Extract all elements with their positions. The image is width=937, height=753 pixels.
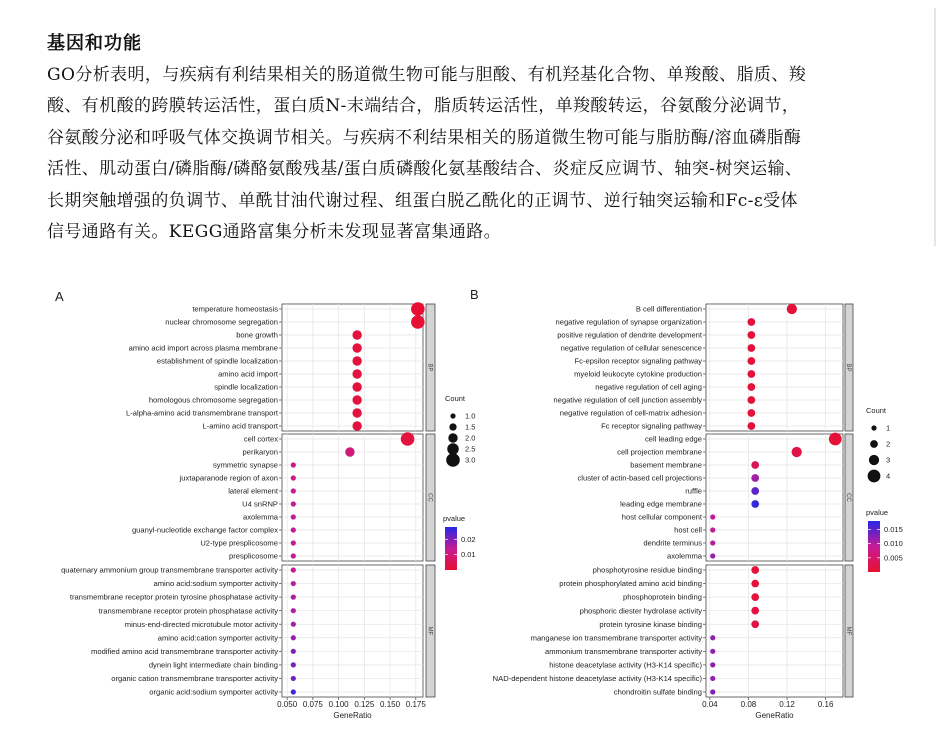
legend-size-dot: [869, 455, 879, 465]
legend-colorbar-label: 0.005: [884, 553, 903, 563]
legend-size-label: 3: [886, 455, 891, 465]
term-label: protein tyrosine kinase binding: [599, 619, 702, 629]
legend-title-count: Count: [866, 406, 887, 415]
term-label: perikaryon: [242, 447, 278, 457]
dot-point: [710, 635, 715, 640]
term-label: spindle localization: [214, 382, 278, 392]
dot-point: [291, 635, 296, 640]
term-label: negative regulation of cellular senescence: [560, 343, 702, 353]
dot-point: [747, 344, 755, 352]
panel-label: B: [470, 287, 479, 302]
dot-point: [291, 488, 296, 493]
paragraph-line: 活性、肌动蛋白/磷脂酶/磷酪氨酸残基/蛋白质磷酸化氨基酸结合、炎症反应调节、轴突-树突运输、: [47, 159, 803, 180]
dot-point: [747, 318, 755, 326]
dot-point: [792, 447, 802, 457]
term-label: symmetric synapse: [213, 460, 278, 470]
term-label: negative regulation of cell-matrix adhesion: [559, 408, 702, 418]
term-label: lateral element: [228, 486, 278, 496]
paragraph-line: GO分析表明，与疾病有利结果相关的肠道微生物可能与胆酸、有机羟基化合物、单羧酸、脂质、羧: [47, 65, 807, 85]
term-label: cell leading edge: [645, 434, 702, 444]
dot-point: [747, 370, 755, 378]
x-tick-label: 0.175: [405, 700, 426, 709]
term-label: phosphoprotein binding: [623, 592, 702, 602]
dot-point: [751, 474, 759, 482]
term-label: organic acid:sodium symporter activity: [149, 687, 278, 697]
legend-size-dot: [446, 453, 460, 467]
facet-label: MF: [426, 626, 433, 636]
dot-point: [710, 540, 715, 545]
dot-point: [352, 356, 361, 365]
term-label: minus-end-directed microtubule motor activity: [124, 619, 278, 629]
section-heading: 基因和功能: [47, 33, 142, 54]
term-label: leading edge membrane: [620, 499, 702, 509]
facet-label: BP: [845, 363, 851, 372]
dot-point: [747, 409, 755, 417]
dot-point: [751, 500, 759, 508]
term-label: host cellular component: [621, 512, 702, 522]
x-tick-label: 0.100: [328, 700, 349, 709]
legend-size-dot: [447, 443, 459, 455]
dot-point: [751, 566, 759, 574]
term-label: modified amino acid transmembrane transporter activity: [91, 646, 278, 656]
term-label: transmembrane receptor protein phosphatase activity: [98, 606, 278, 616]
term-label: negative regulation of synapse organization: [555, 317, 702, 327]
x-tick-label: 0.150: [380, 700, 401, 709]
term-label: B cell differentiation: [635, 304, 702, 314]
term-label: NAD-dependent histone deacetylase activity (H3-K14 specific): [492, 674, 702, 684]
legend-size-label: 2.5: [465, 444, 476, 454]
legend-size-label: 3.0: [465, 455, 476, 465]
term-label: guanyl-nucleotide exchange factor complex: [131, 525, 278, 535]
term-label: myeloid leukocyte cytokine production: [574, 369, 702, 379]
legend-size-dot: [448, 433, 457, 442]
legend-size-label: 1.0: [465, 411, 476, 421]
dot-point: [352, 408, 361, 417]
term-label: manganese ion transmembrane transporter activity: [530, 633, 702, 643]
dot-point: [401, 432, 415, 446]
legend-colorbar: [868, 521, 880, 572]
dot-point: [352, 395, 361, 404]
term-label: juxtaparanode region of axon: [179, 473, 278, 483]
dot-point: [345, 447, 354, 456]
term-label: negative regulation of cell aging: [595, 382, 702, 392]
term-label: cluster of actin-based cell projections: [577, 473, 702, 483]
dot-point: [291, 540, 296, 545]
facet-panel: [706, 434, 843, 561]
x-tick-label: 0.125: [354, 700, 375, 709]
term-label: phosphoric diester hydrolase activity: [579, 606, 702, 616]
legend-size-dot: [449, 423, 456, 430]
term-label: nuclear chromosome segregation: [165, 317, 278, 327]
term-label: amino acid:cation symporter activity: [157, 633, 278, 643]
legend-title-pvalue: pvalue: [866, 508, 889, 517]
term-label: dynein light intermediate chain binding: [148, 660, 278, 670]
x-tick-label: 0.050: [277, 700, 298, 709]
facet-panel: [282, 565, 423, 697]
term-label: Fc receptor signaling pathway: [601, 421, 702, 431]
dot-point: [291, 595, 296, 600]
dot-point: [291, 553, 296, 558]
dot-point: [751, 607, 759, 615]
term-label: temperature homeostasis: [192, 304, 278, 314]
term-label: axolemma: [666, 551, 702, 561]
term-label: protein phosphorylated amino acid binding: [559, 579, 702, 589]
x-tick-label: 0.08: [740, 700, 757, 709]
term-label: quaternary ammonium group transmembrane transporter activity: [61, 565, 278, 575]
x-axis-label: GeneRatio: [755, 711, 794, 720]
panel-label: A: [55, 289, 64, 304]
paragraph-line: 长期突触增强的负调节、单酰甘油代谢过程、组蛋白脱乙酰化的正调节、逆行轴突运输和Fc-ε受体: [47, 190, 798, 211]
dot-point: [747, 357, 755, 365]
term-label: negative regulation of cell junction assembly: [553, 395, 702, 405]
x-tick-label: 0.16: [817, 700, 834, 709]
term-label: ruffle: [685, 486, 702, 496]
dot-point: [291, 462, 296, 467]
paragraph-line: 信号通路有关。KEGG通路富集分析未发现显著富集通路。: [47, 222, 502, 243]
legend-size-dot: [870, 440, 878, 448]
term-label: phosphotyrosine residue binding: [592, 565, 702, 575]
term-label: U2-type presplicosome: [200, 538, 278, 548]
term-label: positive regulation of dendrite development: [557, 330, 702, 340]
dot-point: [747, 331, 755, 339]
facet-label: CC: [845, 493, 851, 502]
dot-point: [751, 620, 759, 628]
dot-point: [352, 421, 361, 430]
facet-panel: [706, 304, 843, 431]
facet-panel: [706, 565, 843, 697]
dot-point: [710, 649, 715, 654]
facet-label: CC: [426, 493, 433, 502]
legend-size-dot: [450, 413, 455, 418]
dot-point: [291, 475, 296, 480]
term-label: presplicosome: [229, 551, 278, 561]
term-label: amino acid:sodium symporter activity: [153, 579, 278, 589]
dot-point: [291, 581, 296, 586]
dot-point: [747, 422, 755, 430]
term-label: cell projection membrane: [617, 447, 702, 457]
legend-colorbar-label: 0.015: [884, 525, 903, 534]
term-label: bone growth: [236, 330, 278, 340]
dot-point: [751, 593, 759, 601]
term-label: U4 snRNP: [242, 499, 278, 509]
dot-point: [352, 343, 361, 352]
dot-point: [291, 501, 296, 506]
x-tick-label: 0.12: [779, 700, 795, 709]
dot-point: [352, 369, 361, 378]
dot-point: [411, 302, 425, 316]
term-label: L-amino acid transport: [202, 421, 278, 431]
facet-label: MF: [845, 626, 851, 636]
term-label: chondroitin sulfate binding: [613, 687, 702, 697]
term-label: L-alpha-amino acid transmembrane transport: [126, 408, 278, 418]
term-label: establishment of spindle localization: [156, 356, 278, 366]
dot-point: [411, 315, 425, 329]
dot-point: [710, 662, 715, 667]
dot-point: [787, 304, 797, 314]
x-tick-label: 0.04: [702, 700, 718, 709]
dot-point: [291, 608, 296, 613]
legend-size-label: 1: [886, 423, 891, 433]
dot-point: [747, 396, 755, 404]
facet-panel: [282, 304, 423, 431]
term-label: basement membrane: [630, 460, 702, 470]
dot-point: [751, 487, 759, 495]
dot-point: [291, 689, 296, 694]
dot-point: [291, 662, 296, 667]
term-label: Fc-epsilon receptor signaling pathway: [574, 356, 702, 366]
dot-point: [751, 461, 759, 469]
x-tick-label: 0.075: [302, 700, 323, 709]
x-axis-label: GeneRatio: [333, 711, 372, 720]
dot-point: [291, 676, 296, 681]
dot-point: [352, 382, 361, 391]
legend-size-label: 4: [886, 471, 891, 481]
dot-point: [291, 527, 296, 532]
paragraph-line: 谷氨酸分泌和呼吸气体交换调节相关。与疾病不利结果相关的肠道微生物可能与脂肪酶/溶血磷脂酶: [47, 127, 802, 148]
dot-point: [352, 330, 361, 339]
term-label: cell cortex: [243, 434, 278, 444]
legend-size-dot: [871, 425, 876, 430]
term-label: dendrite terminus: [643, 538, 702, 548]
legend-colorbar-label: 0.01: [461, 550, 476, 560]
legend-title-count: Count: [445, 394, 466, 403]
dot-point: [747, 383, 755, 391]
paragraph-line: 酸、有机酸的跨膜转运活性，蛋白质N-末端结合，脂质转运活性，单羧酸转运，谷氨酸分泌调节，: [47, 96, 800, 117]
term-label: amino acid import: [218, 369, 278, 379]
legend-colorbar-label: 0.010: [884, 539, 903, 549]
legend-colorbar-label: 0.02: [461, 534, 476, 544]
dot-point: [710, 689, 715, 694]
term-label: amino acid import across plasma membrane: [128, 343, 278, 353]
term-label: transmembrane receptor protein tyrosine phosphatase activity: [69, 592, 278, 602]
dot-point: [291, 567, 296, 572]
dot-point: [291, 649, 296, 654]
dot-point: [710, 527, 715, 532]
term-label: histone deacetylase activity (H3-K14 specific): [549, 660, 702, 670]
legend-size-dot: [868, 470, 881, 483]
legend-size-label: 2.0: [465, 433, 476, 443]
dot-point: [710, 514, 715, 519]
legend-colorbar: [445, 527, 457, 570]
dot-point: [829, 433, 842, 446]
term-label: homologous chromosome segregation: [148, 395, 278, 405]
dot-point: [291, 622, 296, 627]
legend-size-label: 1.5: [465, 422, 476, 432]
term-label: ammonium transmembrane transporter activity: [545, 646, 702, 656]
dot-point: [291, 514, 296, 519]
dot-point: [710, 676, 715, 681]
term-label: organic cation transmembrane transporter activity: [111, 674, 278, 684]
legend-size-label: 2: [886, 439, 891, 449]
term-label: host cell: [674, 525, 702, 535]
dot-point: [710, 553, 715, 558]
dot-point: [751, 580, 759, 588]
legend-title-pvalue: pvalue: [443, 514, 466, 523]
term-label: axolemma: [242, 512, 278, 522]
facet-label: BP: [426, 363, 433, 372]
